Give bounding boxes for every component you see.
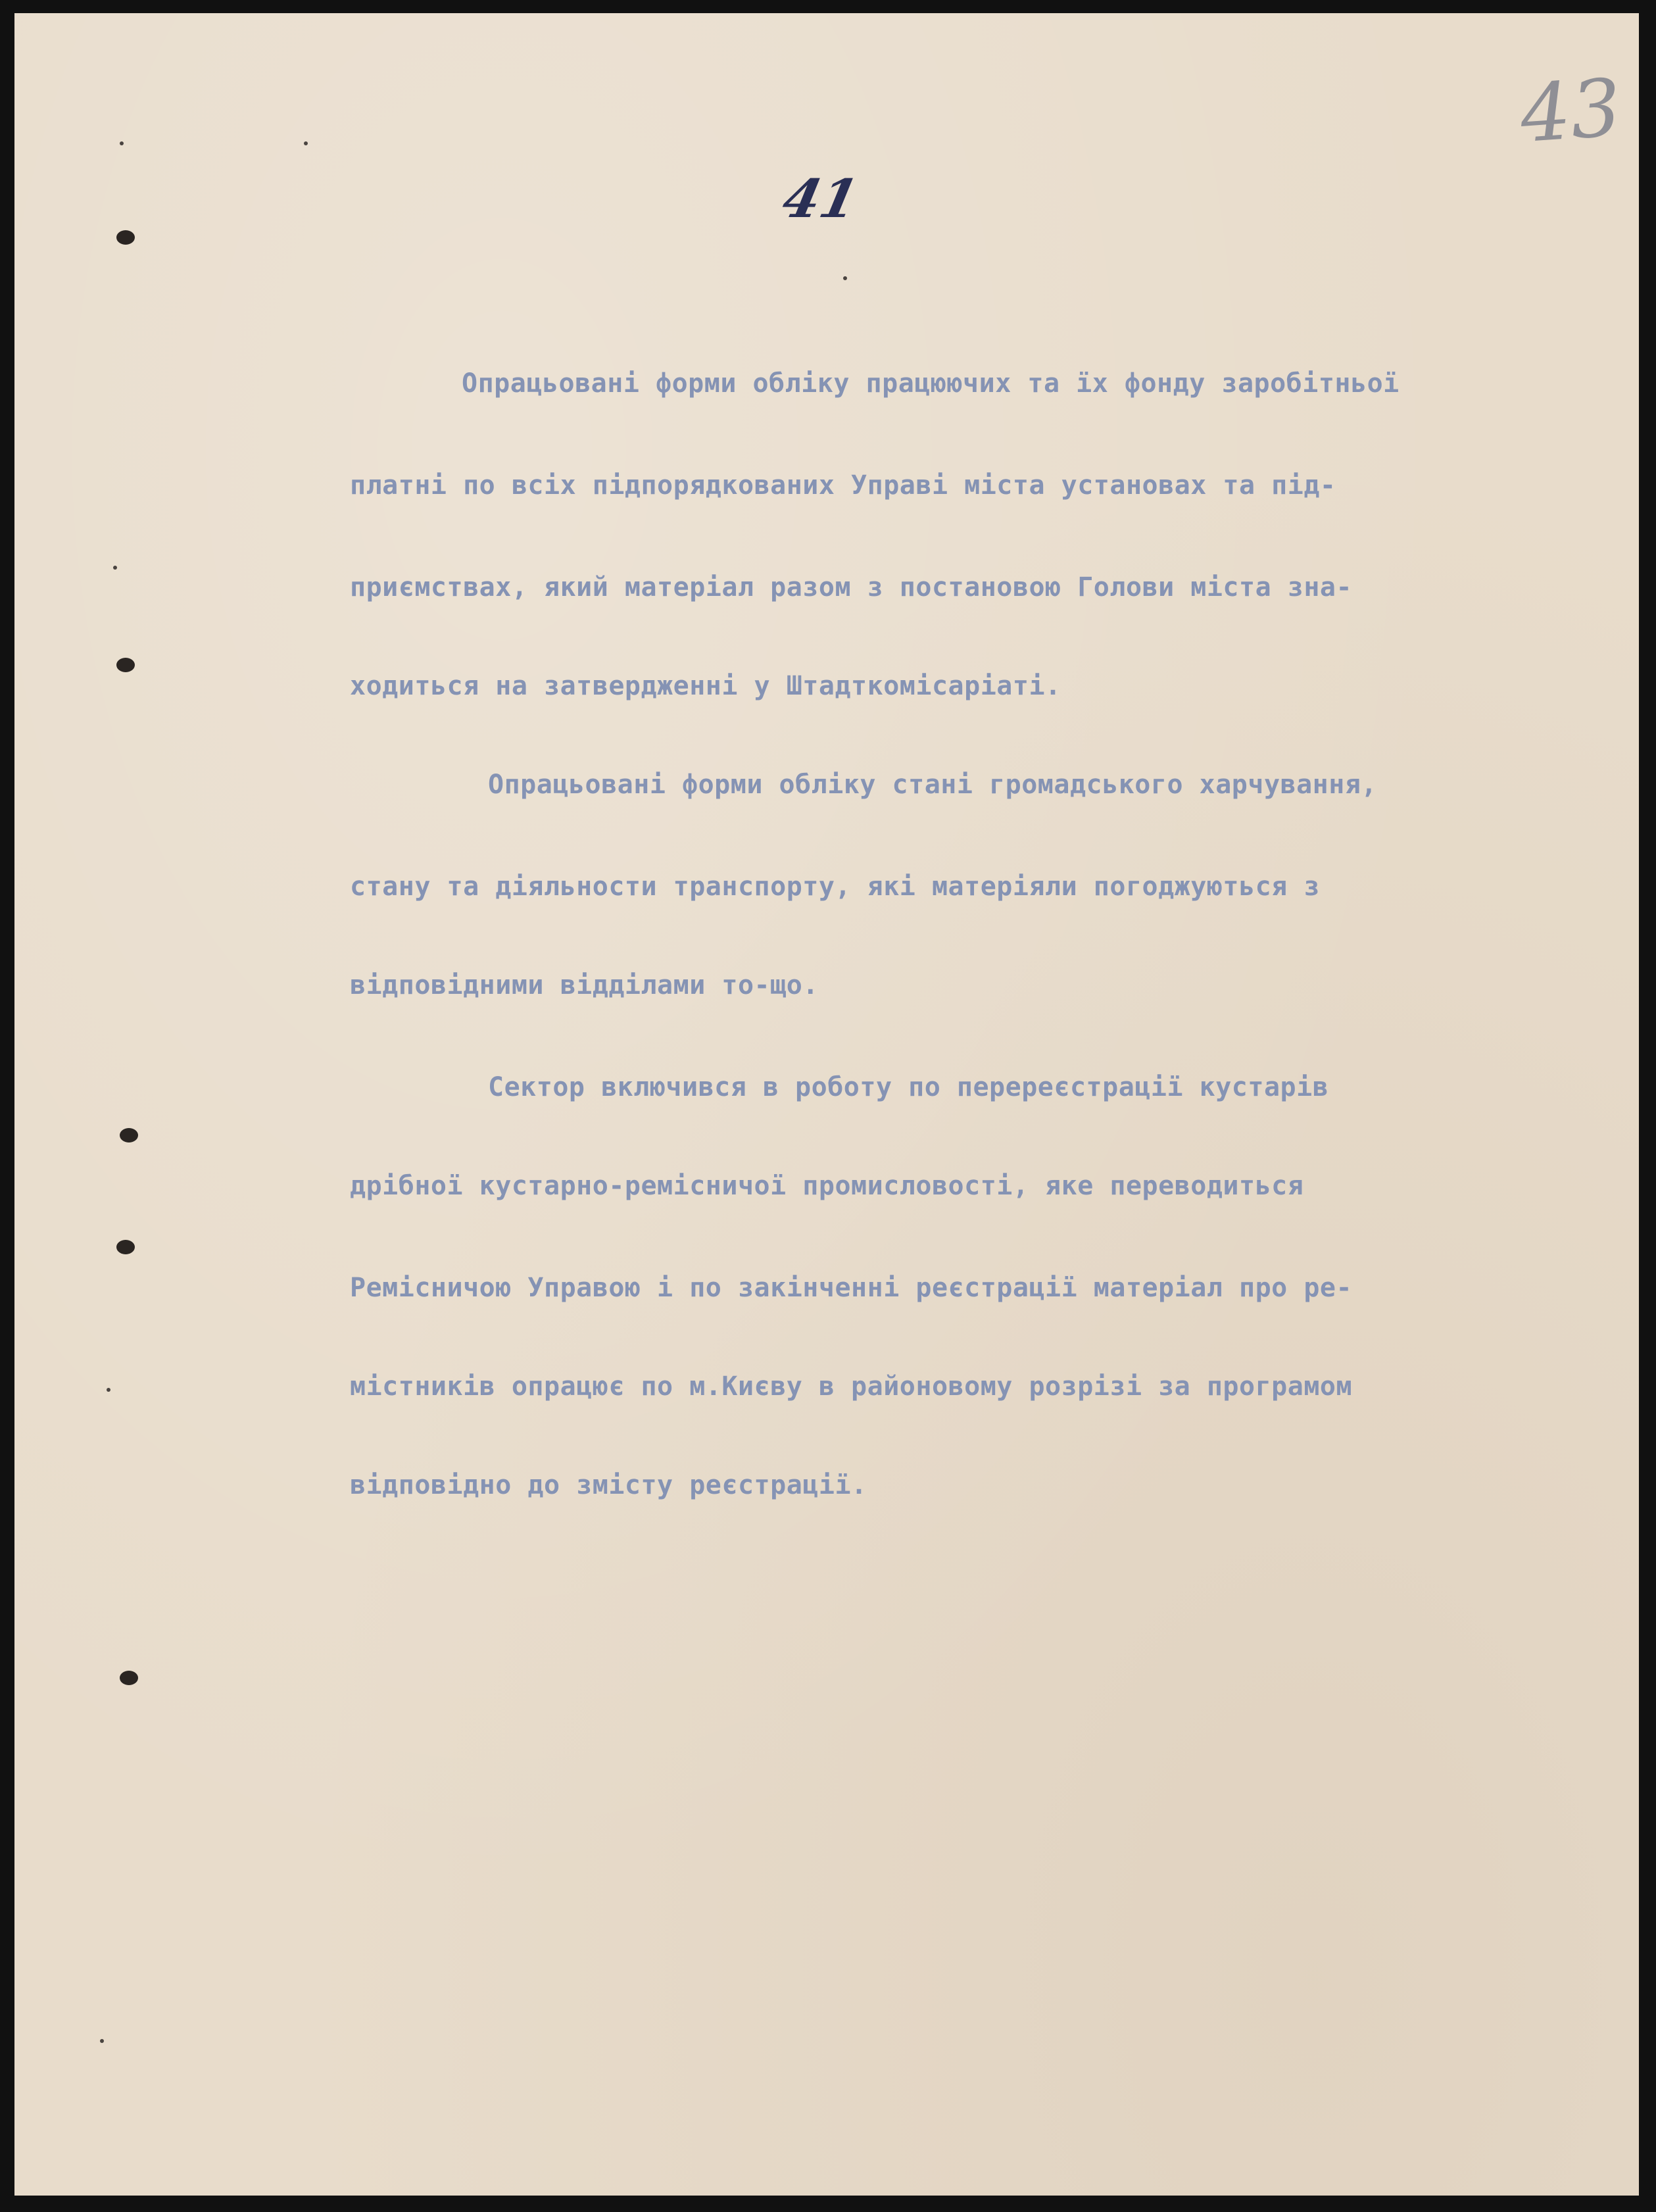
- text-line: Опрацьовані форми обліку працюючих та їх фонду заробітньої: [462, 368, 1400, 399]
- paper-speck: [304, 141, 308, 145]
- binding-hole: [120, 1128, 138, 1143]
- archive-page-number: 43: [1517, 62, 1624, 161]
- text-line: Ремісничою Управою і по закінченні реєстрації матеріал про ре-: [350, 1273, 1353, 1303]
- document-sheet: [14, 13, 1639, 2196]
- binding-hole: [116, 230, 135, 245]
- paper-speck: [843, 276, 847, 280]
- text-line: ходиться на затвердженні у Штадткомісаріаті.: [350, 671, 1061, 701]
- text-line: приємствах, який матеріал разом з постановою Голови міста зна-: [350, 572, 1353, 602]
- paper-speck: [113, 566, 117, 570]
- text-line: дрібної кустарно-ремісничої промисловості, яке переводиться: [350, 1171, 1304, 1201]
- text-line: відповідно до змісту реєстрації.: [350, 1470, 867, 1500]
- binding-hole: [120, 1671, 138, 1685]
- binding-hole: [116, 658, 135, 672]
- paper-speck: [120, 141, 124, 145]
- text-line: платні по всіх підпорядкованих Управі міста установах та під-: [350, 470, 1336, 501]
- text-line: Сектор включився в роботу по перереєстрації кустарів: [488, 1072, 1329, 1102]
- binding-hole: [116, 1240, 135, 1254]
- text-line: Опрацьовані форми обліку стані громадського харчування,: [488, 770, 1378, 800]
- text-line: відповідними відділами то-що.: [350, 970, 819, 1000]
- page-number: 41: [777, 168, 864, 230]
- text-line: містників опрацює по м.Києву в районовому розрізі за програмом: [350, 1371, 1353, 1402]
- paper-speck: [107, 1388, 110, 1392]
- text-line: стану та діяльности транспорту, які матеріяли погоджуються з: [350, 872, 1320, 902]
- paper-speck: [100, 2039, 104, 2043]
